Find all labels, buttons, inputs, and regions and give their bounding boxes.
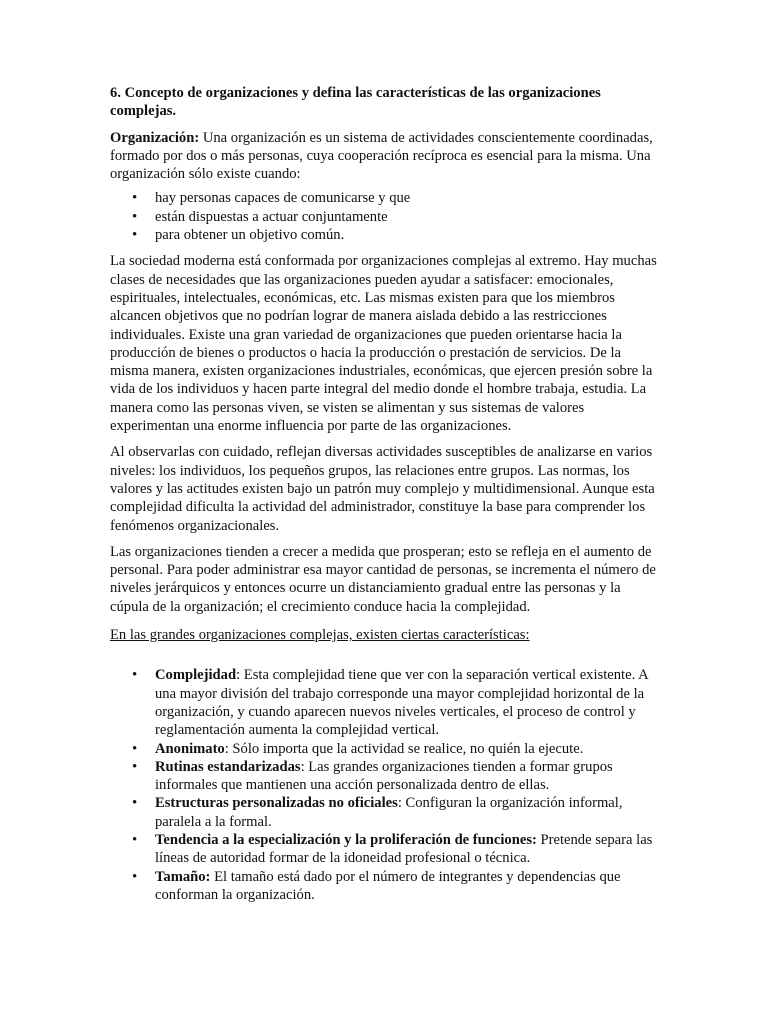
section-heading: 6. Concepto de organizaciones y defina las características de las organizaciones complejas. bbox=[110, 85, 601, 120]
definition-text: Una organización es un sistema de actividades conscientemente coordinadas, formado por dos o más personas, cuya cooperación recíproca es esencial para la misma. Una organización sólo existe cuando: bbox=[110, 129, 653, 183]
definition-paragraph bbox=[110, 129, 658, 184]
list-item: • hay personas capaces de comunicarse y que bbox=[110, 189, 658, 207]
characteristic-term: Estructuras personalizadas no oficiales bbox=[155, 795, 398, 812]
body-paragraph: Las organizaciones tienden a crecer a medida que prosperan; esto se refleja en el aumento de personal. Para poder administrar esa mayor cantidad de personas, se incrementa el número de niveles jerárquicos y entonces ocurre un distanciamiento gradual entre las personas y la cúpula de la organización; el crecimiento conduce hacia la complejidad. bbox=[110, 543, 656, 615]
list-item: • están dispuestas a actuar conjuntamente bbox=[110, 208, 658, 226]
list-item: • Tendencia a la especialización y la proliferación de funciones: Pretende separa las líneas de autoridad formar de la idoneidad profesional o técnica. bbox=[110, 831, 658, 868]
characteristics-intro: En las grandes organizaciones complejas, existen ciertas características: bbox=[110, 627, 530, 644]
list-item: • para obtener un objetivo común. bbox=[110, 226, 658, 244]
list-item: • Anonimato: Sólo importa que la actividad se realice, no quién la ejecute. bbox=[110, 740, 658, 758]
characteristic-term: Complejidad bbox=[155, 667, 237, 684]
document-page bbox=[110, 84, 658, 904]
conditions-list bbox=[110, 189, 658, 244]
characteristic-term: Tamaño: bbox=[155, 868, 211, 885]
definition-term: Organización: bbox=[110, 129, 200, 146]
list-item: • Estructuras personalizadas no oficiales: Configuran la organización informal, paralela a la formal. bbox=[110, 794, 658, 831]
characteristics-list bbox=[110, 666, 658, 904]
list-item: • Complejidad: Esta complejidad tiene que ver con la separación vertical existente. A una mayor división del trabajo corresponde una mayor complejidad horizontal de la organización, y cuando aparecen nuevos niveles verticales, el proceso de control y reglamentación aumenta la complejidad vertical. bbox=[110, 666, 658, 739]
characteristic-term: Rutinas estandarizadas bbox=[155, 758, 301, 775]
characteristic-term: Tendencia a la especialización y la proliferación de funciones: bbox=[155, 831, 537, 848]
body-paragraph: Al observarlas con cuidado, reflejan diversas actividades susceptibles de analizarse en varios niveles: los individuos, los pequeños grupos, las relaciones entre grupos. Las normas, los valores y las actitudes existen bajo un patrón muy complejo y multidimensional. Aunque esta complejidad dificulta la actividad del administrador, constituye la base para comprender los fenómenos organizacionales. bbox=[110, 444, 655, 534]
characteristic-term: Anonimato bbox=[155, 740, 225, 757]
list-item: • Tamaño: El tamaño está dado por el número de integrantes y dependencias que conforman la organización. bbox=[110, 868, 658, 905]
body-paragraph: La sociedad moderna está conformada por organizaciones complejas al extremo. Hay muchas clases de necesidades que las organizaciones pueden ayudar a satisfacer: emocionales, espirituales, intelectuales, económicas, etc. Las mismas existen para que los miembros alcancen objetivos que no podrían lograr de manera aislada debido a las restricciones individuales. Existe una gran variedad de organizaciones que pueden orientarse hacia la producción de bienes o productos o hacia la producción o prestación de servicios. De la misma manera, existen organizaciones industriales, económicas, que ejercen presión sobre la vida de los individuos y hacen parte integral del medio donde el hombre trabaja, estudia. La manera como las personas viven, se visten se alimentan y sus sistemas de valores experimentan una enorme influencia por parte de las organizaciones. bbox=[110, 253, 657, 435]
list-item: • Rutinas estandarizadas: Las grandes organizaciones tienden a formar grupos informales que mantienen una acción personalizada dentro de ellas. bbox=[110, 758, 658, 795]
